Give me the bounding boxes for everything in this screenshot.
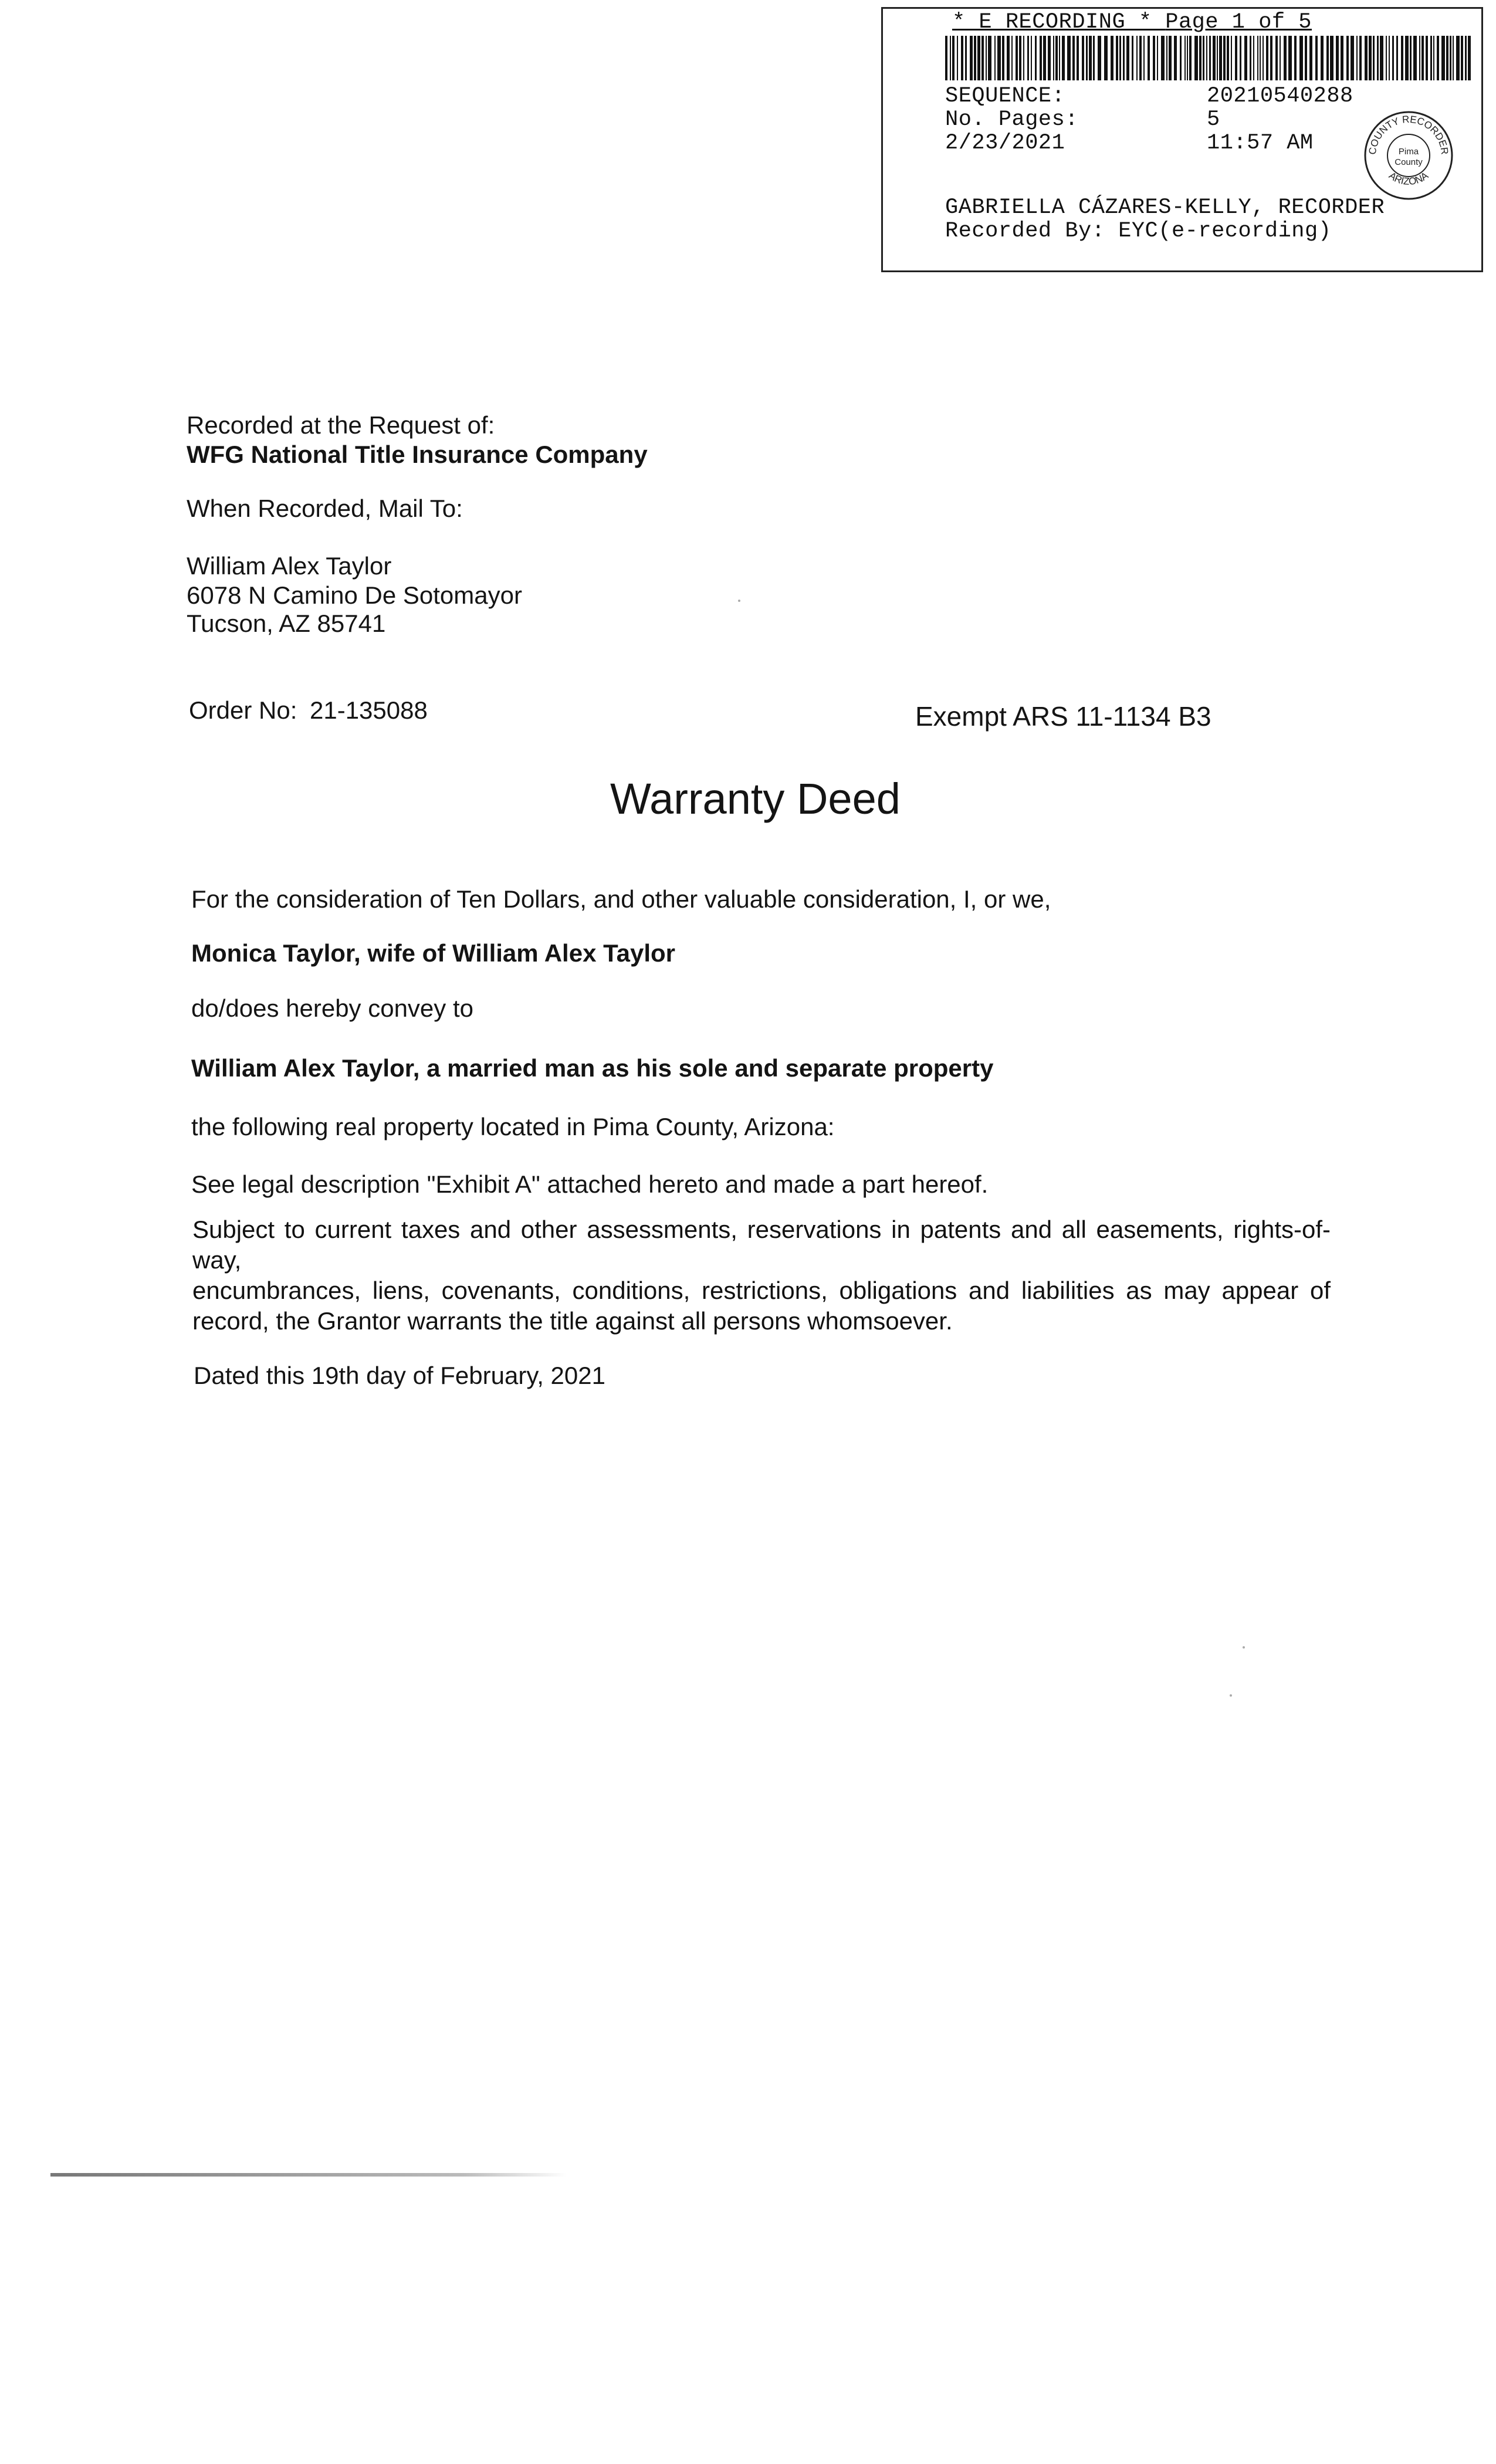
barcode-bar	[1067, 36, 1071, 80]
barcode-bar	[1359, 36, 1362, 80]
barcode-bar	[1035, 36, 1037, 80]
barcode-bar	[1016, 36, 1018, 80]
barcode-bar	[1433, 36, 1434, 80]
seal-bottom-text: ARIZONA	[1386, 170, 1431, 188]
barcode-bar	[1294, 36, 1297, 80]
barcode-bar	[1389, 36, 1390, 80]
barcode-bar	[1326, 36, 1329, 80]
barcode-bar	[1157, 36, 1158, 80]
subject-line-3: record, the Grantor warrants the title against all persons whomsoever.	[192, 1307, 953, 1335]
barcode-bar	[1184, 36, 1186, 80]
scan-artifact-line	[50, 2173, 567, 2177]
barcode-bar	[1369, 36, 1372, 80]
barcode-bar	[1263, 36, 1264, 80]
barcode-bar	[1019, 36, 1021, 80]
barcode-bar	[1143, 36, 1145, 80]
seal-center-line1: Pima	[1398, 147, 1419, 157]
request-label: Recorded at the Request of:	[187, 411, 495, 439]
barcode-bar	[1059, 36, 1060, 80]
barcode-bar	[1027, 36, 1029, 80]
barcode-bar	[1244, 36, 1247, 80]
scan-speck	[738, 600, 740, 602]
order-label: Order No:	[189, 696, 297, 724]
barcode-bar	[981, 36, 984, 80]
barcode-bar	[1148, 36, 1150, 80]
barcode-bar	[974, 36, 976, 80]
convey-text: do/does hereby convey to	[191, 994, 473, 1022]
barcode-bar	[1430, 36, 1432, 80]
barcode-bar	[1392, 36, 1394, 80]
barcode-bar	[1223, 36, 1226, 80]
recording-time: 11:57 AM	[1207, 131, 1314, 155]
barcode-bar	[1153, 36, 1155, 80]
barcode-bar	[1219, 36, 1222, 80]
barcode-bar	[1280, 36, 1281, 80]
barcode-bar	[1123, 36, 1125, 80]
recording-date: 2/23/2021	[945, 131, 1065, 155]
pages-label: No. Pages:	[945, 107, 1079, 132]
mail-to-street: 6078 N Camino De Sotomayor	[187, 581, 522, 609]
barcode-bar	[1072, 36, 1075, 80]
barcode-bar	[1161, 36, 1165, 80]
barcode-bar	[1426, 36, 1428, 80]
barcode-bar	[1250, 36, 1251, 80]
barcode-bar	[1194, 36, 1198, 80]
barcode-bar	[1209, 36, 1211, 80]
barcode-bar	[1351, 36, 1354, 80]
request-company: WFG National Title Insurance Company	[187, 441, 648, 468]
svg-text:ARIZONA	[1387, 170, 1431, 187]
barcode-bar	[1253, 36, 1254, 80]
barcode-bar	[1116, 36, 1118, 80]
barcode-bar	[1011, 36, 1013, 80]
barcode-bar	[1166, 36, 1167, 80]
barcode-bar	[1126, 36, 1129, 80]
legal-description-text: See legal description "Exhibit A" attached hereto and made a part hereof.	[191, 1170, 989, 1198]
exempt-code: Exempt ARS 11-1134 B3	[915, 701, 1211, 732]
barcode	[945, 36, 1473, 80]
order-number: 21-135088	[310, 696, 428, 724]
barcode-bar	[945, 36, 947, 80]
barcode-bar	[1077, 36, 1079, 80]
barcode-bar	[1082, 36, 1084, 80]
barcode-bar	[1380, 36, 1383, 80]
barcode-bar	[1413, 36, 1417, 80]
barcode-bar	[986, 36, 987, 80]
stamp-page-indicator: Page 1 of 5	[1165, 10, 1312, 35]
barcode-bar	[1053, 36, 1054, 80]
consideration-text: For the consideration of Ten Dollars, and other valuable consideration, I, or we,	[191, 885, 1051, 913]
scan-speck	[1243, 1646, 1245, 1649]
barcode-bar	[997, 36, 1001, 80]
stamp-header	[952, 10, 1312, 35]
barcode-bar	[1119, 36, 1121, 80]
barcode-bar	[1213, 36, 1216, 80]
barcode-bar	[988, 36, 991, 80]
barcode-bar	[957, 36, 958, 80]
barcode-bar	[1203, 36, 1204, 80]
barcode-bar	[1180, 36, 1182, 80]
county-recorder-seal	[1362, 109, 1456, 202]
recorded-by: Recorded By: EYC(e-recording)	[945, 219, 1332, 243]
barcode-bar	[1330, 36, 1333, 80]
barcode-bar	[1401, 36, 1403, 80]
barcode-bar	[1299, 36, 1303, 80]
barcode-bar	[1089, 36, 1092, 80]
barcode-bar	[1093, 36, 1095, 80]
barcode-bar	[1309, 36, 1312, 80]
barcode-bar	[1235, 36, 1237, 80]
seal-center-line2: County	[1395, 157, 1423, 167]
barcode-bar	[1419, 36, 1420, 80]
sequence-value: 20210540288	[1207, 84, 1353, 109]
barcode-bar	[1441, 36, 1445, 80]
barcode-bar	[1139, 36, 1142, 80]
barcode-bar	[1270, 36, 1272, 80]
stamp-header-prefix: * E RECORDING *	[952, 10, 1166, 35]
barcode-bar	[961, 36, 963, 80]
recorder-name: GABRIELLA CÁZARES-KELLY, RECORDER	[945, 195, 1385, 220]
subject-line-1: Subject to current taxes and other assessments, reservations in patents and all easements, rights-of-way,	[192, 1216, 1331, 1274]
barcode-bar	[1305, 36, 1307, 80]
barcode-bar	[1453, 36, 1454, 80]
barcode-bar	[970, 36, 973, 80]
barcode-bar	[1405, 36, 1409, 80]
grantee-name: William Alex Taylor, a married man as his sole and separate property	[191, 1054, 994, 1082]
barcode-bar	[1111, 36, 1113, 80]
barcode-bar	[1257, 36, 1258, 80]
barcode-bar	[1007, 36, 1010, 80]
barcode-bar	[1468, 36, 1471, 80]
grantor-name: Monica Taylor, wife of William Alex Taylor	[191, 939, 676, 967]
barcode-bar	[1132, 36, 1133, 80]
barcode-bar	[1136, 36, 1138, 80]
barcode-bar	[1437, 36, 1439, 80]
barcode-bar	[1465, 36, 1467, 80]
barcode-bar	[1169, 36, 1172, 80]
barcode-bar	[1043, 36, 1046, 80]
barcode-bar	[1199, 36, 1201, 80]
barcode-bar	[1055, 36, 1058, 80]
barcode-bar	[1002, 36, 1004, 80]
barcode-bar	[1187, 36, 1188, 80]
barcode-bar	[1231, 36, 1232, 80]
barcode-bar	[1227, 36, 1229, 80]
barcode-bar	[1288, 36, 1292, 80]
sequence-label: SEQUENCE:	[945, 84, 1065, 109]
barcode-bar	[950, 36, 951, 80]
barcode-bar	[1284, 36, 1287, 80]
barcode-bar	[1461, 36, 1463, 80]
mail-to-label: When Recorded, Mail To:	[187, 495, 463, 522]
barcode-bar	[1341, 36, 1343, 80]
document-title: Warranty Deed	[610, 774, 901, 823]
barcode-bar	[1189, 36, 1192, 80]
subject-line-2: encumbrances, liens, covenants, conditions, restrictions, obligations and liabilities as may appear of	[192, 1277, 1331, 1304]
barcode-bar	[1174, 36, 1177, 80]
barcode-bar	[1450, 36, 1451, 80]
barcode-bar	[1396, 36, 1398, 80]
recording-stamp	[881, 7, 1483, 272]
barcode-bar	[994, 36, 996, 80]
barcode-bar	[1410, 36, 1412, 80]
barcode-bar	[965, 36, 967, 80]
scan-speck	[1230, 1694, 1232, 1697]
barcode-bar	[1346, 36, 1349, 80]
barcode-bar	[1377, 36, 1379, 80]
barcode-bar	[1365, 36, 1368, 80]
dated-text: Dated this 19th day of February, 2021	[194, 1362, 605, 1389]
barcode-bar	[1373, 36, 1375, 80]
barcode-bar	[1048, 36, 1051, 80]
barcode-bar	[1104, 36, 1108, 80]
barcode-bar	[1062, 36, 1065, 80]
barcode-bar	[1386, 36, 1387, 80]
barcode-bar	[1356, 36, 1358, 80]
barcode-bar	[1421, 36, 1424, 80]
barcode-bar	[1456, 36, 1460, 80]
barcode-bar	[1023, 36, 1024, 80]
mail-to-name: William Alex Taylor	[187, 552, 392, 580]
barcode-bar	[1336, 36, 1339, 80]
mail-to-city: Tucson, AZ 85741	[187, 610, 386, 637]
barcode-bar	[1206, 36, 1207, 80]
barcode-bar	[1315, 36, 1318, 80]
barcode-bar	[1098, 36, 1101, 80]
barcode-bar	[952, 36, 955, 80]
barcode-bar	[1446, 36, 1448, 80]
pages-value: 5	[1207, 107, 1220, 132]
barcode-bar	[1240, 36, 1241, 80]
seal-top-text: COUNTY RECORDER	[1366, 113, 1451, 155]
barcode-bar	[1275, 36, 1278, 80]
barcode-bar	[1040, 36, 1042, 80]
barcode-bar	[1086, 36, 1088, 80]
property-location-text: the following real property located in Pima County, Arizona:	[191, 1113, 835, 1140]
barcode-bar	[1217, 36, 1218, 80]
barcode-bar	[977, 36, 980, 80]
barcode-bar	[1321, 36, 1324, 80]
barcode-bar	[1266, 36, 1268, 80]
barcode-bar	[1260, 36, 1261, 80]
barcode-bar	[1031, 36, 1032, 80]
subject-to-paragraph	[192, 1214, 1331, 1336]
